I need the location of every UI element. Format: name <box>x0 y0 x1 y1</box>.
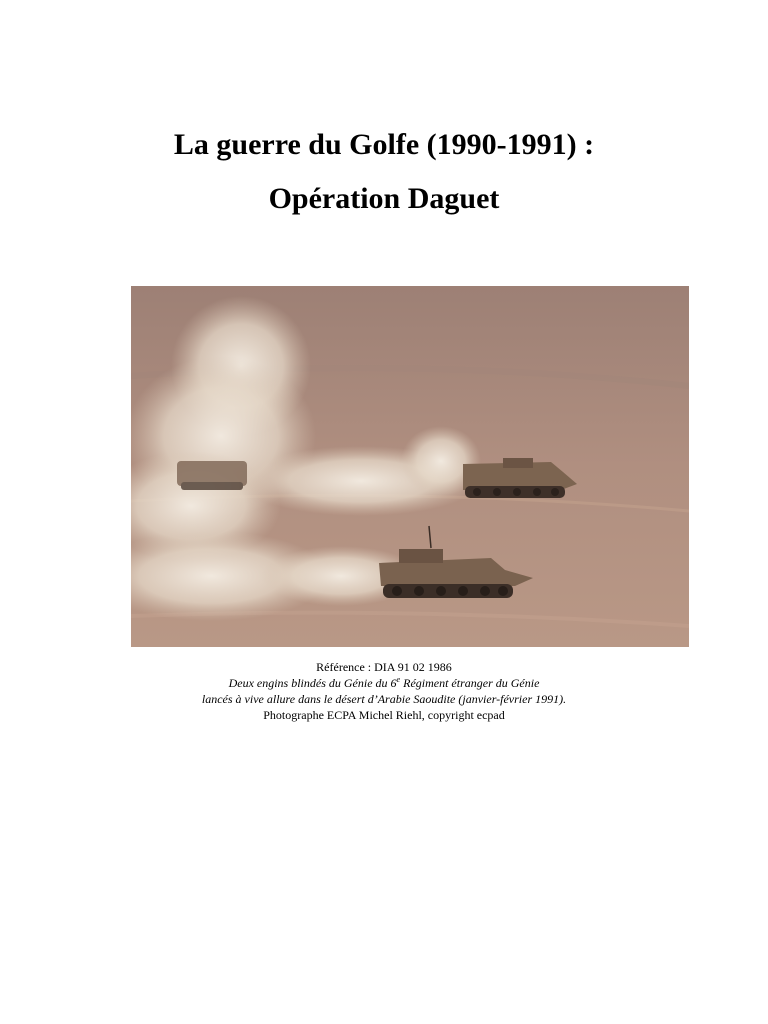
caption-superscript: e <box>396 675 401 684</box>
caption-reference: Référence : DIA 91 02 1986 <box>316 660 452 674</box>
document-subtitle: Opération Daguet <box>268 182 500 215</box>
desert-vehicles-photo <box>131 286 689 647</box>
caption-credit: Photographe ECPA Michel Riehl, copyright ecpad <box>263 708 505 722</box>
caption-description-line1: Deux engins blindés du Génie du 6e Régiment étranger du Génie <box>228 675 540 690</box>
photo-caption <box>0 659 768 723</box>
document-title: La guerre du Golfe (1990-1991) : <box>173 128 595 161</box>
caption-description-line2: lancés à vive allure dans le désert d’Arabie Saoudite (janvier-février 1991). <box>201 692 567 706</box>
